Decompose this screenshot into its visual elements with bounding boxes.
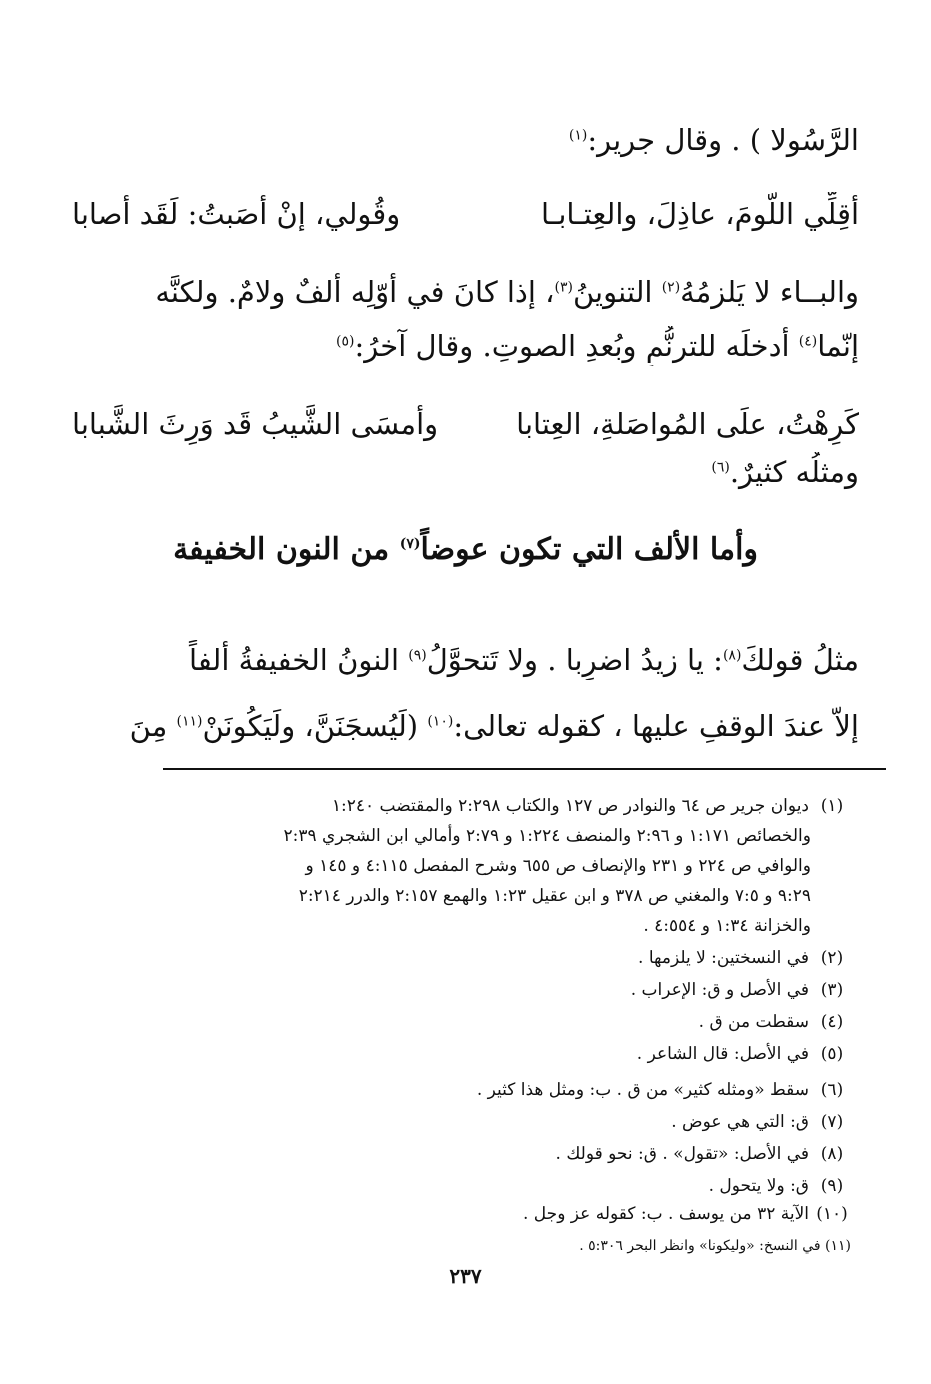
footnote-ref-2[interactable]: (٢): [661, 279, 681, 296]
text-line-3: [72, 272, 859, 312]
footnote-text: في الأصل: قال الشاعر .: [636, 1044, 809, 1064]
text-line-4: [72, 326, 859, 366]
footnote-text: والخزانة ١:٣٤ و ٤:٥٥٤ .: [643, 916, 811, 936]
text-line-6-content: ومثلُه كثيرٌ.: [729, 455, 859, 489]
text-line-7-part-b: : يا زيدُ اضرِبا . ولا تَتحوَّلُ: [426, 643, 723, 677]
footnote-text: ٩:٢٩ و ٧:٥ والمغني ص ٣٧٨ و ابن عقيل ١:٢٣ والهمع ٢:١٥٧ والدرر ٢:٢١٤: [298, 886, 811, 906]
text-line-1-content: الرَّسُولا ) . وقال جرير:: [587, 123, 859, 157]
footnote-text: ق: التي هي عوض .: [671, 1112, 809, 1132]
footnote-text: سقطت من ق .: [698, 1012, 809, 1032]
footnote-number: (٩): [820, 1176, 844, 1196]
text-line-6: [72, 452, 859, 492]
footnote-ref-1[interactable]: (١): [568, 127, 588, 144]
footnote-text: في النسختين: لا يلزمها .: [638, 948, 809, 968]
footnote-number: (٤): [820, 1012, 844, 1032]
text-line-3-part-c: ، إذا كانَ في أوّلِه ألفٌ ولامٌ. ولكنَّه: [155, 275, 555, 309]
footnote-1-continued-1: [60, 822, 811, 851]
footnote-3: [60, 976, 855, 1005]
footnote-9: [60, 1172, 855, 1201]
footnote-ref-4[interactable]: (٤): [798, 333, 818, 350]
footnote-ref-5[interactable]: (٥): [336, 333, 355, 350]
footnote-11: [60, 1234, 851, 1258]
text-line-1: [72, 120, 859, 160]
footnote-text: والوافي ص ٢٢٤ و ٢٣١ والإنصاف ص ٦٥٥ وشرح المفصل ٤:١١٥ و ١٤٥ و: [305, 856, 811, 876]
footnote-text: ق: ولا يتحول .: [708, 1176, 809, 1196]
text-line-7-part-c: النونُ الخفيفةُ ألفاً: [189, 643, 409, 677]
footnote-7: [60, 1108, 855, 1137]
footnote-separator: [163, 768, 886, 770]
section-heading: [0, 528, 931, 572]
footnote-number: (٨): [820, 1144, 844, 1164]
verse-1-first-hemistich: أقِلِّي اللَّومَ، عاذِلَ، والعِتـابـا: [541, 197, 859, 231]
text-line-7: [72, 640, 859, 680]
verse-1-second-hemistich: وقُولي، إنْ أصَبتُ: لَقَد أصابا: [72, 197, 401, 231]
footnote-ref-6[interactable]: (٦): [711, 459, 730, 476]
footnote-ref-11[interactable]: (١١): [176, 713, 203, 730]
footnote-number: (٥): [820, 1044, 844, 1064]
text-line-8-part-a: إلاّ عندَ الوقفِ عليها ، كقوله تعالى:: [453, 709, 859, 743]
footnote-number: (١١): [825, 1238, 851, 1254]
verse-2: [72, 402, 859, 446]
footnote-text: الآية ٣٢ من يوسف . ب: كقوله عز وجل .: [523, 1204, 809, 1224]
section-heading-part-b: من النون الخفيفة: [173, 532, 400, 567]
footnote-text: في الأصل و ق: الإعراب .: [630, 980, 809, 1000]
footnote-1-continued-3: [60, 882, 811, 911]
footnote-number: (١): [820, 796, 844, 816]
footnote-ref-8[interactable]: (٨): [722, 647, 742, 664]
footnote-number: (١٠): [816, 1204, 848, 1224]
footnote-8: [60, 1140, 855, 1169]
footnote-number: (٢): [820, 948, 844, 968]
text-line-8-part-c: مِنَ: [129, 709, 177, 743]
footnote-ref-10[interactable]: (١٠): [427, 713, 454, 730]
footnote-text: في النسخ: «وليكونا» وانظر البحر ٥:٣٠٦ .: [579, 1238, 821, 1254]
footnote-6: [60, 1076, 855, 1105]
text-line-4-part-a: إنّما: [817, 329, 859, 363]
footnote-1: [60, 792, 855, 821]
text-line-8: [72, 706, 859, 746]
footnote-text: والخصائص ١:١٧١ و ٢:٩٦ والمنصف ١:٢٢٤ و ٢:٧٩ وأمالي ابن الشجري ٢:٣٩: [283, 826, 811, 846]
section-heading-part-a: وأما الألف التي تكون عوضاً: [420, 532, 758, 567]
text-line-8-part-b: (لَيُسجَنَنَّ، ولَيَكُونَنْ: [202, 709, 428, 743]
footnote-5: [60, 1040, 855, 1069]
text-line-3-part-a: والبــاء لا يَلزمُهُ: [680, 275, 859, 309]
footnote-ref-3[interactable]: (٣): [554, 279, 573, 296]
verse-2-first-hemistich: كَرِهْتُ، علَى المُواصَلةِ، العِتابا: [516, 407, 859, 441]
text-line-4-part-b: أدخلَه للترنُّمِ وبُعدِ الصوتِ. وقال آخرُ:: [354, 329, 799, 363]
footnote-ref-9[interactable]: (٩): [408, 647, 427, 664]
page-number: ٢٣٧: [449, 1264, 482, 1288]
verse-2-second-hemistich: وأمسَى الشَّيبُ قَد وَرِثَ الشَّبابا: [72, 407, 439, 441]
footnote-number: (٧): [820, 1112, 844, 1132]
text-line-3-part-b: التنوينُ: [572, 275, 662, 309]
footnote-4: [60, 1008, 855, 1037]
text-line-7-part-a: مثلُ قولكَ: [741, 643, 859, 677]
footnote-text: سقط «ومثله كثير» من ق . ب: ومثل هذا كثير .: [476, 1080, 809, 1100]
footnote-1-continued-4: [60, 912, 811, 941]
footnote-text: في الأصل: «تقول» . ق: نحو قولك .: [555, 1144, 809, 1164]
footnote-2: [60, 944, 855, 973]
footnote-number: (٣): [820, 980, 844, 1000]
footnote-text: ديوان جرير ص ٦٤ والنوادر ص ١٢٧ والكتاب ٢:٢٩٨ والمقتضب ١:٢٤٠: [331, 796, 809, 816]
footnote-1-continued-2: [60, 852, 811, 881]
verse-1: [72, 192, 859, 236]
footnote-10: [60, 1200, 855, 1229]
footnote-number: (٦): [820, 1080, 844, 1100]
footnote-ref-7[interactable]: (٧): [399, 536, 421, 552]
